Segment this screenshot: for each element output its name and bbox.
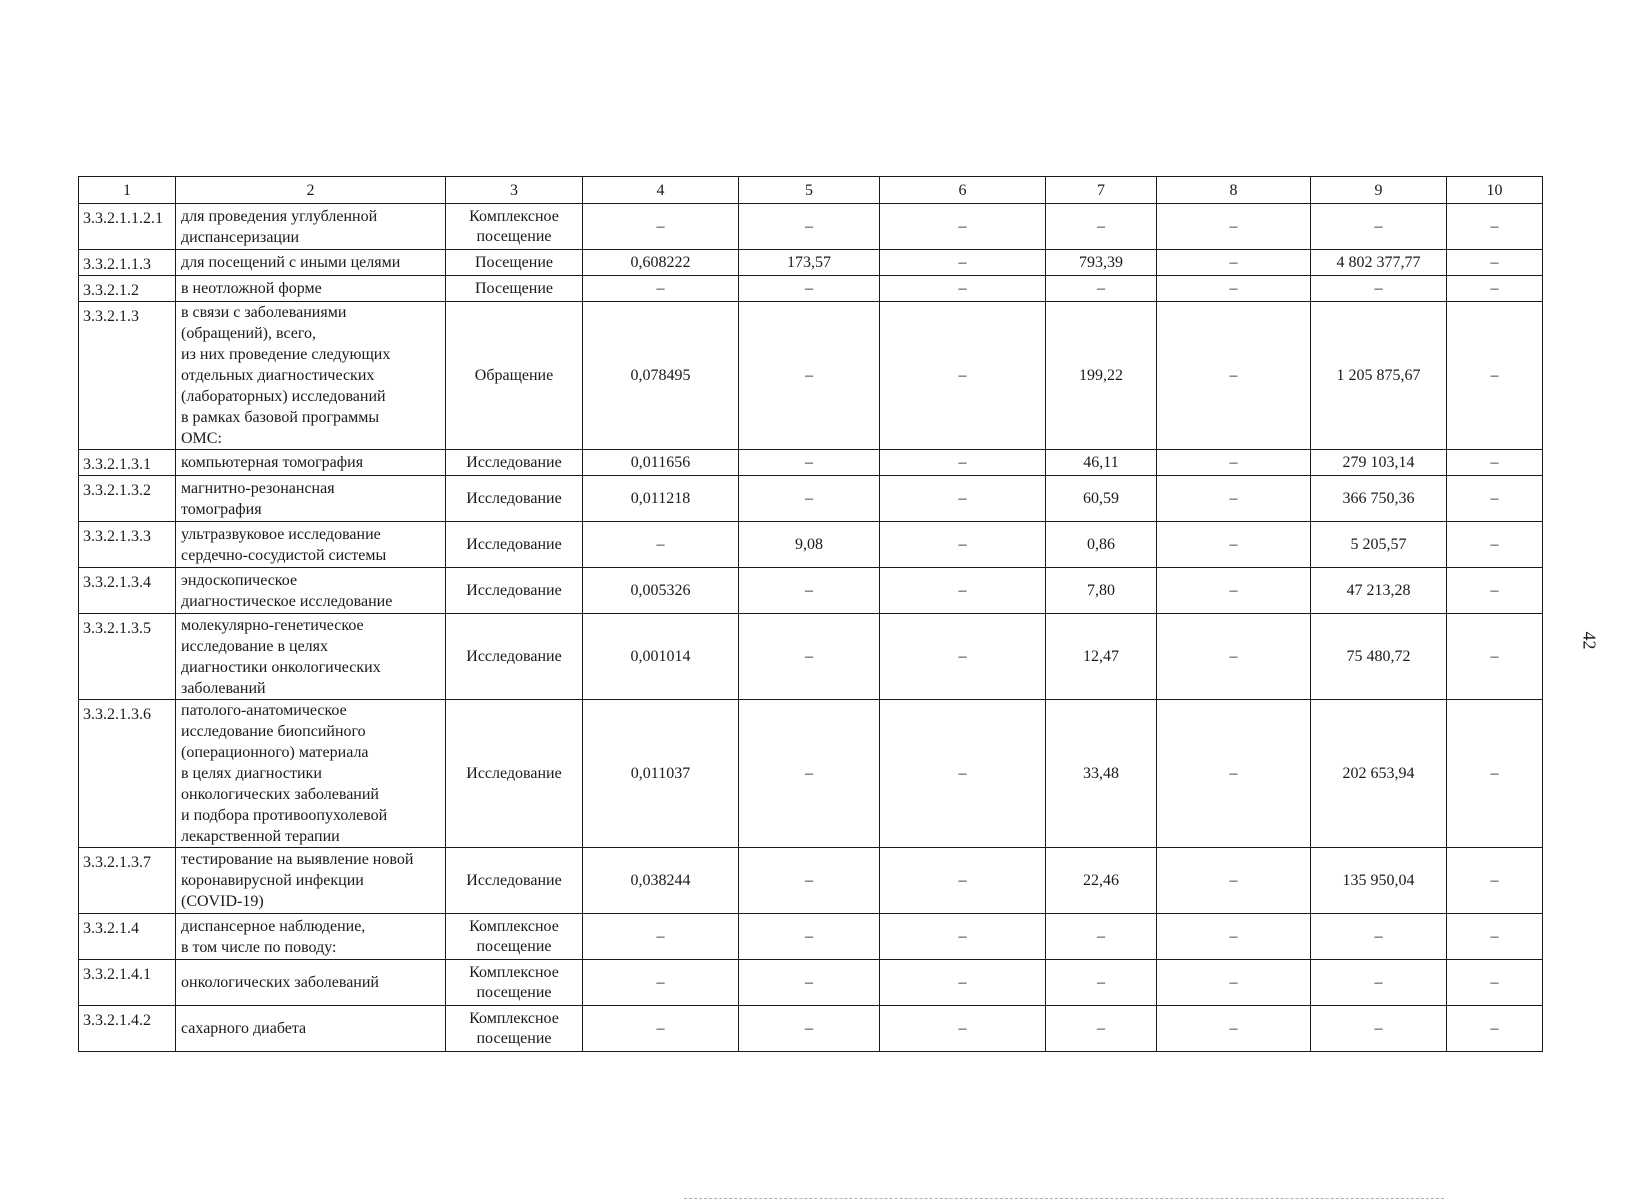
- row-unit-cell: [446, 450, 583, 476]
- column-header: 10: [1447, 177, 1543, 204]
- value-cell-col-6: –: [880, 450, 1046, 476]
- row-unit-line: Посещение: [475, 279, 553, 297]
- row-number-cell: 3.3.2.1.1.3: [79, 250, 176, 276]
- table-row: [79, 276, 1543, 302]
- row-unit-cell: [446, 276, 583, 302]
- row-unit-cell: [446, 302, 583, 450]
- value-cell-col-10: –: [1447, 476, 1543, 522]
- value-cell-col-10: –: [1447, 568, 1543, 614]
- data-table: [78, 176, 1543, 1052]
- row-unit-cell: [446, 914, 583, 960]
- value-cell-col-5: –: [739, 302, 880, 450]
- value-cell-col-4: –: [583, 1006, 739, 1052]
- row-name-line: и подбора противоопухолевой: [181, 807, 388, 824]
- value-cell-col-5: –: [739, 700, 880, 848]
- row-name-cell: [176, 614, 446, 700]
- bottom-scan-rule: [684, 1198, 1444, 1199]
- row-name-line: магнитно-резонансная: [181, 479, 335, 497]
- value-cell-col-4: 0,011218: [583, 476, 739, 522]
- value-cell-col-7: 7,80: [1046, 568, 1157, 614]
- column-header: 8: [1157, 177, 1311, 204]
- table-row: [79, 700, 1543, 848]
- value-cell-col-6: –: [880, 1006, 1046, 1052]
- row-name-line: (операционного) материала: [181, 744, 369, 761]
- row-number-cell: 3.3.2.1.3.3: [79, 522, 176, 568]
- row-unit-line: посещение: [476, 1029, 552, 1047]
- row-name-line: заболеваний: [181, 679, 266, 697]
- value-cell-col-5: 9,08: [739, 522, 880, 568]
- row-unit-line: Исследование: [466, 764, 562, 782]
- row-number-cell: 3.3.2.1.3: [79, 302, 176, 450]
- value-cell-col-6: –: [880, 568, 1046, 614]
- row-number-cell: 3.3.2.1.3.1: [79, 450, 176, 476]
- row-name-cell: [176, 960, 446, 1006]
- row-name-cell: [176, 522, 446, 568]
- value-cell-col-4: 0,608222: [583, 250, 739, 276]
- row-name-line: сердечно-сосудистой системы: [181, 546, 387, 564]
- value-cell-col-10: –: [1447, 522, 1543, 568]
- value-cell-col-4: 0,001014: [583, 614, 739, 700]
- value-cell-col-8: –: [1157, 204, 1311, 250]
- row-name-line: в неотложной форме: [181, 280, 322, 297]
- value-cell-col-4: –: [583, 204, 739, 250]
- row-unit-cell: [446, 522, 583, 568]
- row-unit-line: Комплексное: [469, 1009, 559, 1027]
- value-cell-col-5: –: [739, 568, 880, 614]
- value-cell-col-7: 199,22: [1046, 302, 1157, 450]
- table-header-row: [79, 177, 1543, 204]
- value-cell-col-9: 5 205,57: [1311, 522, 1447, 568]
- value-cell-col-5: –: [739, 450, 880, 476]
- row-name-line: диспансерное наблюдение,: [181, 917, 366, 935]
- row-unit-line: Комплексное: [469, 917, 559, 935]
- value-cell-col-7: –: [1046, 914, 1157, 960]
- row-name-cell: [176, 476, 446, 522]
- row-unit-line: Комплексное: [469, 207, 559, 225]
- row-name-line: из них проведение следующих: [181, 346, 391, 363]
- table-body: [79, 204, 1543, 1052]
- value-cell-col-9: 135 950,04: [1311, 848, 1447, 914]
- value-cell-col-8: –: [1157, 522, 1311, 568]
- value-cell-col-7: –: [1046, 204, 1157, 250]
- value-cell-col-6: –: [880, 476, 1046, 522]
- row-unit-line: Обращение: [474, 366, 554, 384]
- row-name-line: отдельных диагностических: [181, 367, 375, 384]
- column-header: 5: [739, 177, 880, 204]
- value-cell-col-5: –: [739, 960, 880, 1006]
- row-number-cell: 3.3.2.1.4: [79, 914, 176, 960]
- value-cell-col-10: –: [1447, 250, 1543, 276]
- value-cell-col-4: 0,078495: [583, 302, 739, 450]
- value-cell-col-7: 60,59: [1046, 476, 1157, 522]
- row-name-line: для посещений с иными целями: [181, 254, 401, 271]
- row-unit-line: Исследование: [466, 535, 562, 553]
- table-row: [79, 204, 1543, 250]
- value-cell-col-6: –: [880, 276, 1046, 302]
- row-unit-cell: [446, 204, 583, 250]
- value-cell-col-6: –: [880, 960, 1046, 1006]
- value-cell-col-4: –: [583, 960, 739, 1006]
- page-number: 42: [1579, 631, 1600, 650]
- row-unit-line: Посещение: [475, 253, 553, 271]
- row-unit-line: Исследование: [466, 489, 562, 507]
- row-number-cell: 3.3.2.1.4.1: [79, 960, 176, 1006]
- value-cell-col-8: –: [1157, 914, 1311, 960]
- value-cell-col-10: –: [1447, 700, 1543, 848]
- table-row: [79, 1006, 1543, 1052]
- row-name-line: в рамках базовой программы: [181, 409, 380, 426]
- row-name-line: диспансеризации: [181, 228, 300, 246]
- value-cell-col-5: –: [739, 914, 880, 960]
- value-cell-col-8: –: [1157, 700, 1311, 848]
- value-cell-col-10: –: [1447, 960, 1543, 1006]
- row-unit-cell: [446, 614, 583, 700]
- row-name-line: молекулярно-генетическое: [181, 616, 364, 634]
- row-name-line: в целях диагностики: [181, 765, 322, 782]
- row-name-line: для проведения углубленной: [181, 207, 378, 225]
- row-unit-cell: [446, 568, 583, 614]
- column-header: 9: [1311, 177, 1447, 204]
- value-cell-col-8: –: [1157, 476, 1311, 522]
- value-cell-col-9: –: [1311, 276, 1447, 302]
- row-name-cell: [176, 700, 446, 848]
- value-cell-col-4: –: [583, 276, 739, 302]
- value-cell-col-9: 75 480,72: [1311, 614, 1447, 700]
- row-unit-cell: [446, 1006, 583, 1052]
- row-unit-line: посещение: [476, 227, 552, 245]
- value-cell-col-7: 46,11: [1046, 450, 1157, 476]
- value-cell-col-7: 22,46: [1046, 848, 1157, 914]
- value-cell-col-5: –: [739, 1006, 880, 1052]
- row-number-cell: 3.3.2.1.3.7: [79, 848, 176, 914]
- column-header: 2: [176, 177, 446, 204]
- value-cell-col-6: –: [880, 250, 1046, 276]
- row-unit-cell: [446, 250, 583, 276]
- value-cell-col-5: –: [739, 204, 880, 250]
- row-name-cell: [176, 568, 446, 614]
- row-name-line: в том числе по поводу:: [181, 938, 337, 956]
- row-name-line: онкологических заболеваний: [181, 974, 379, 991]
- row-unit-cell: [446, 848, 583, 914]
- value-cell-col-6: –: [880, 302, 1046, 450]
- table-row: [79, 476, 1543, 522]
- row-name-line: ультразвуковое исследование: [181, 525, 381, 543]
- table-row: [79, 450, 1543, 476]
- column-header: 7: [1046, 177, 1157, 204]
- value-cell-col-4: –: [583, 914, 739, 960]
- row-name-line: онкологических заболеваний: [181, 786, 379, 803]
- row-name-line: диагностическое исследование: [181, 592, 393, 610]
- value-cell-col-10: –: [1447, 914, 1543, 960]
- value-cell-col-10: –: [1447, 614, 1543, 700]
- row-number-cell: 3.3.2.1.4.2: [79, 1006, 176, 1052]
- value-cell-col-6: –: [880, 700, 1046, 848]
- value-cell-col-6: –: [880, 204, 1046, 250]
- row-name-line: исследование в целях: [181, 637, 329, 655]
- row-number-cell: 3.3.2.1.3.5: [79, 614, 176, 700]
- value-cell-col-8: –: [1157, 848, 1311, 914]
- value-cell-col-9: 366 750,36: [1311, 476, 1447, 522]
- table-row: [79, 914, 1543, 960]
- row-name-line: эндоскопическое: [181, 571, 298, 589]
- table-row: [79, 848, 1543, 914]
- value-cell-col-8: –: [1157, 568, 1311, 614]
- row-unit-line: Исследование: [466, 581, 562, 599]
- row-name-line: томография: [181, 500, 262, 518]
- row-number-cell: 3.3.2.1.3.6: [79, 700, 176, 848]
- value-cell-col-7: 0,86: [1046, 522, 1157, 568]
- value-cell-col-5: 173,57: [739, 250, 880, 276]
- value-cell-col-8: –: [1157, 614, 1311, 700]
- row-unit-cell: [446, 700, 583, 848]
- row-name-line: в связи с заболеваниями: [181, 304, 347, 321]
- value-cell-col-4: 0,005326: [583, 568, 739, 614]
- value-cell-col-8: –: [1157, 960, 1311, 1006]
- row-unit-cell: [446, 960, 583, 1006]
- row-name-cell: [176, 848, 446, 914]
- row-name-line: диагностики онкологических: [181, 658, 381, 676]
- value-cell-col-5: –: [739, 614, 880, 700]
- row-name-line: лекарственной терапии: [181, 828, 340, 845]
- value-cell-col-6: –: [880, 848, 1046, 914]
- value-cell-col-4: –: [583, 522, 739, 568]
- value-cell-col-8: –: [1157, 302, 1311, 450]
- row-unit-line: Комплексное: [469, 963, 559, 981]
- row-unit-line: Исследование: [466, 453, 562, 471]
- row-name-line: исследование биопсийного: [181, 723, 366, 740]
- value-cell-col-10: –: [1447, 450, 1543, 476]
- value-cell-col-7: –: [1046, 960, 1157, 1006]
- column-header: 6: [880, 177, 1046, 204]
- value-cell-col-7: 793,39: [1046, 250, 1157, 276]
- value-cell-col-5: –: [739, 476, 880, 522]
- row-name-line: патолого-анатомическое: [181, 702, 347, 719]
- row-name-cell: [176, 204, 446, 250]
- row-name-cell: [176, 276, 446, 302]
- value-cell-col-4: 0,011656: [583, 450, 739, 476]
- row-name-cell: [176, 450, 446, 476]
- row-unit-cell: [446, 476, 583, 522]
- value-cell-col-6: –: [880, 914, 1046, 960]
- row-name-line: (лабораторных) исследований: [181, 388, 386, 405]
- value-cell-col-4: 0,038244: [583, 848, 739, 914]
- value-cell-col-10: –: [1447, 204, 1543, 250]
- row-name-line: (COVID-19): [181, 893, 264, 910]
- value-cell-col-8: –: [1157, 450, 1311, 476]
- row-name-line: коронавирусной инфекции: [181, 872, 364, 889]
- value-cell-col-5: –: [739, 848, 880, 914]
- row-name-line: сахарного диабета: [181, 1020, 307, 1037]
- value-cell-col-7: 33,48: [1046, 700, 1157, 848]
- row-unit-line: посещение: [476, 937, 552, 955]
- row-name-line: (обращений), всего,: [181, 325, 317, 342]
- row-name-cell: [176, 1006, 446, 1052]
- value-cell-col-7: –: [1046, 1006, 1157, 1052]
- row-unit-line: посещение: [476, 983, 552, 1001]
- value-cell-col-9: –: [1311, 914, 1447, 960]
- row-name-line: тестирование на выявление новой: [181, 851, 414, 868]
- row-name-line: компьютерная томография: [181, 454, 364, 471]
- value-cell-col-9: 1 205 875,67: [1311, 302, 1447, 450]
- row-number-cell: 3.3.2.1.2: [79, 276, 176, 302]
- value-cell-col-8: –: [1157, 1006, 1311, 1052]
- value-cell-col-10: –: [1447, 1006, 1543, 1052]
- value-cell-col-9: –: [1311, 960, 1447, 1006]
- value-cell-col-10: –: [1447, 276, 1543, 302]
- table-row: [79, 250, 1543, 276]
- column-header: 3: [446, 177, 583, 204]
- column-header: 1: [79, 177, 176, 204]
- row-number-cell: 3.3.2.1.3.2: [79, 476, 176, 522]
- value-cell-col-4: 0,011037: [583, 700, 739, 848]
- value-cell-col-10: –: [1447, 302, 1543, 450]
- row-name-cell: [176, 302, 446, 450]
- value-cell-col-8: –: [1157, 276, 1311, 302]
- row-name-line: ОМС:: [181, 430, 222, 447]
- value-cell-col-9: 47 213,28: [1311, 568, 1447, 614]
- row-unit-line: Исследование: [466, 871, 562, 889]
- row-name-cell: [176, 250, 446, 276]
- row-unit-line: Исследование: [466, 647, 562, 665]
- table-row: [79, 960, 1543, 1006]
- value-cell-col-10: –: [1447, 848, 1543, 914]
- table-row: [79, 614, 1543, 700]
- value-cell-col-6: –: [880, 522, 1046, 568]
- value-cell-col-9: 4 802 377,77: [1311, 250, 1447, 276]
- value-cell-col-5: –: [739, 276, 880, 302]
- value-cell-col-7: –: [1046, 276, 1157, 302]
- value-cell-col-9: –: [1311, 1006, 1447, 1052]
- value-cell-col-9: 279 103,14: [1311, 450, 1447, 476]
- table-row: [79, 522, 1543, 568]
- value-cell-col-8: –: [1157, 250, 1311, 276]
- row-number-cell: 3.3.2.1.3.4: [79, 568, 176, 614]
- column-header: 4: [583, 177, 739, 204]
- value-cell-col-9: –: [1311, 204, 1447, 250]
- value-cell-col-9: 202 653,94: [1311, 700, 1447, 848]
- table-row: [79, 568, 1543, 614]
- value-cell-col-6: –: [880, 614, 1046, 700]
- row-number-cell: 3.3.2.1.1.2.1: [79, 204, 176, 250]
- value-cell-col-7: 12,47: [1046, 614, 1157, 700]
- row-name-cell: [176, 914, 446, 960]
- table-row: [79, 302, 1543, 450]
